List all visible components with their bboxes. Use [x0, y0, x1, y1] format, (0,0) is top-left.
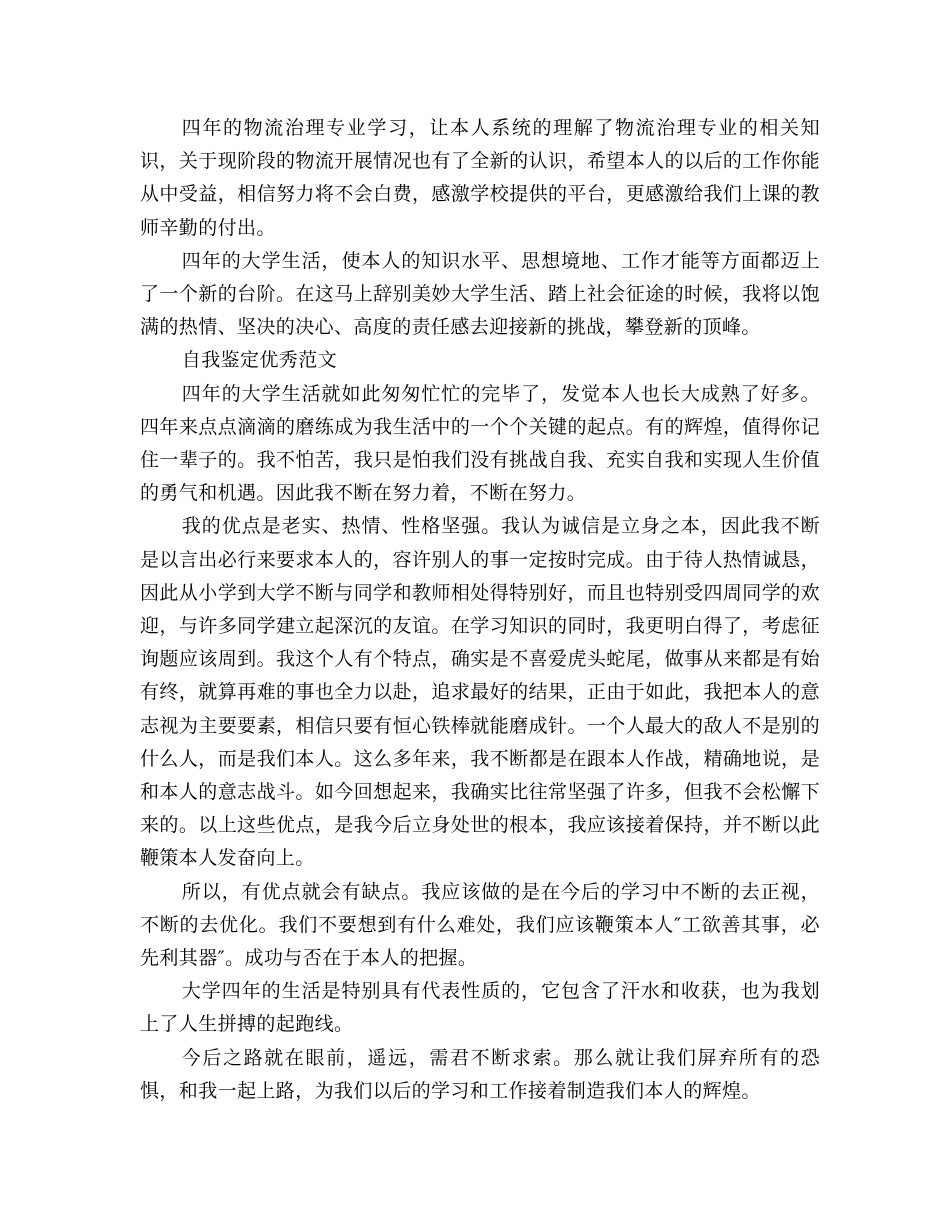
paragraph-logistics-study: 四年的物流治理专业学习，让本人系统的理解了物流治理专业的相关知识，关于现阶段的物流开展情况也有了全新的认识，希望本人的以后的工作你能从中受益，相信努力将不会白费，感激学校提供的平台，更感激给我们上课的教师辛勤的付出。 [140, 117, 820, 239]
paragraph-weaknesses: 所以，有优点就会有缺点。我应该做的是在今后的学习中不断的去正视，不断的去优化。我们不要想到有什么难处，我们应该鞭策本人″工欲善其事，必先利其器″。成功与否在于本人的把握。 [140, 880, 820, 970]
paragraph-four-years: 四年的大学生活就如此匆匆忙忙的完毕了，发觉本人也长大成熟了好多。四年来点点滴滴的磨练成为我生活中的一个个关键的起点。有的辉煌，值得你记住一辈子的。我不怕苦，我只是怕我们没有挑战自我、充实自我和实现人生价值的勇气和机遇。因此我不断在努力着，不断在努力。 [140, 382, 820, 505]
section-heading: 自我鉴定优秀范文 [181, 349, 337, 372]
paragraph-harvest: 大学四年的生活是特别具有代表性质的，它包含了汗水和收获，也为我划上了人生拼搏的起跑线。 [140, 980, 820, 1036]
paragraph-strengths: 我的优点是老实、热情、性格坚强。我认为诚信是立身之本，因此我不断是以言出必行来要求本人的，容许别人的事一定按时完成。由于待人热情诚恳，因此从小学到大学不断与同学和教师相处得特别好，而且也特别受四周同学的欢迎，与许多同学建立起深沉的友谊。在学习知识的同时，我更明白得了，考虑征询题应该周到。我这个人有个特点，确实是不喜爱虎头蛇尾，做事从来都是有始有终，就算再难的事也全力以赴，追求最好的结果，正由于如此，我把本人的意志视为主要要素，相信只要有恒心铁棒就能磨成针。一个人最大的敌人不是别的什么人，而是我们本人。这么多年来，我不断都是在跟本人作战，精确地说，是和本人的意志战斗。如今回想起来，我确实比往常坚强了许多，但我不会松懈下来的。以上这些优点，是我今后立身处世的根本，我应该接着保持，并不断以此鞭策本人发奋向上。 [140, 515, 820, 870]
paragraph-university-life: 四年的大学生活，使本人的知识水平、思想境地、工作才能等方面都迈上了一个新的台阶。在这马上辞别美妙大学生活、踏上社会征途的时候，我将以饱满的热情、坚决的决心、高度的责任感去迎接新的挑战，攀登新的顶峰。 [140, 249, 820, 339]
paragraph-future: 今后之路就在眼前，遥远，需君不断求索。那么就让我们屏弃所有的恐惧，和我一起上路，为我们以后的学习和工作接着制造我们本人的辉煌。 [140, 1046, 820, 1102]
document-body [140, 112, 820, 1108]
